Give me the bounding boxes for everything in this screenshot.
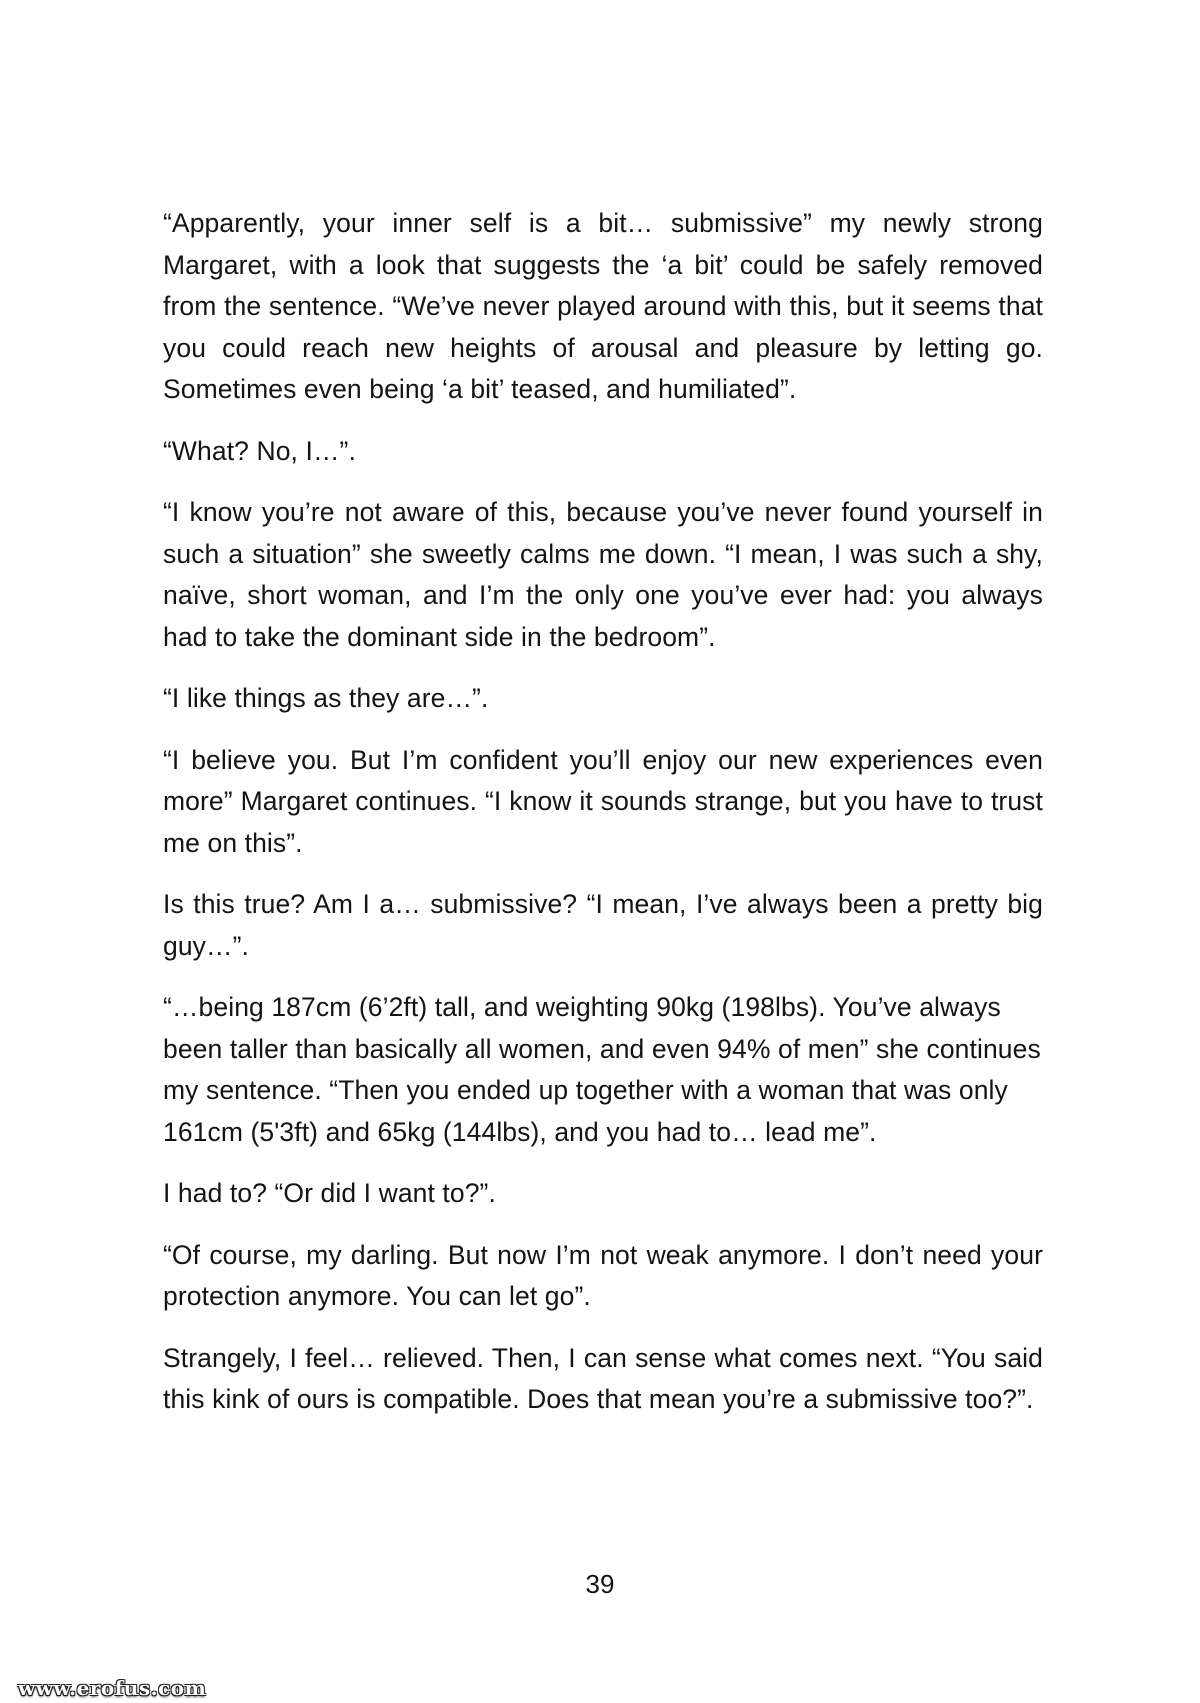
paragraph-2: “What? No, I…”. xyxy=(163,435,356,466)
paragraph-5: “I believe you. But I’m confident you’ll enjoy our new experiences even more” Margaret continues. “I know it sounds strange, but you have to trust me on this”. xyxy=(163,744,1043,858)
paragraph-4: “I like things as they are…”. xyxy=(163,683,489,713)
paragraph-7: “…being 187cm (6’2ft) tall, and weighting 90kg (198lbs). You’ve always been taller than basically all women, and even 94% of men” she continues my sentence. “Then you ended up together with a woman that was only 161cm (5'3ft) and 65kg (144lbs), and you had to… lead me”. xyxy=(163,992,1041,1147)
paragraph-9: “Of course, my darling. But now I’m not weak anymore. I don’t need your protection anymore. You can let go”. xyxy=(163,1239,1043,1311)
paragraph-8: I had to? “Or did I want to?”. xyxy=(163,1178,496,1208)
paragraph-3: “I know you’re not aware of this, because you’ve never found yourself in such a situation” she sweetly calms me down. “I mean, I was such a shy, naïve, short woman, and I’m the only one you’ve ever had: you always had to take the dominant side in the bedroom”. xyxy=(163,497,1043,652)
paragraph-10: Strangely, I feel… relieved. Then, I can sense what comes next. “You said this kink of ours is compatible. Does that mean you’re a submissive too?”. xyxy=(163,1342,1043,1414)
paragraph-1: “Apparently, your inner self is a bit… submissive” my newly strong Margaret, with a look that suggests the ‘a bit’ could be safely removed from the sentence. “We’ve never played around with this, but it seems that you could reach new heights of arousal and pleasure by letting go. Sometimes even being ‘a bit’ teased, and humiliated”. xyxy=(163,208,1043,404)
site-watermark: www.erofus.com xyxy=(18,1676,207,1700)
page-number: 39 xyxy=(585,1569,615,1599)
body-text xyxy=(163,203,1043,1441)
paragraph-6: Is this true? Am I a… submissive? “I mean, I’ve always been a pretty big guy…”. xyxy=(163,889,1043,961)
